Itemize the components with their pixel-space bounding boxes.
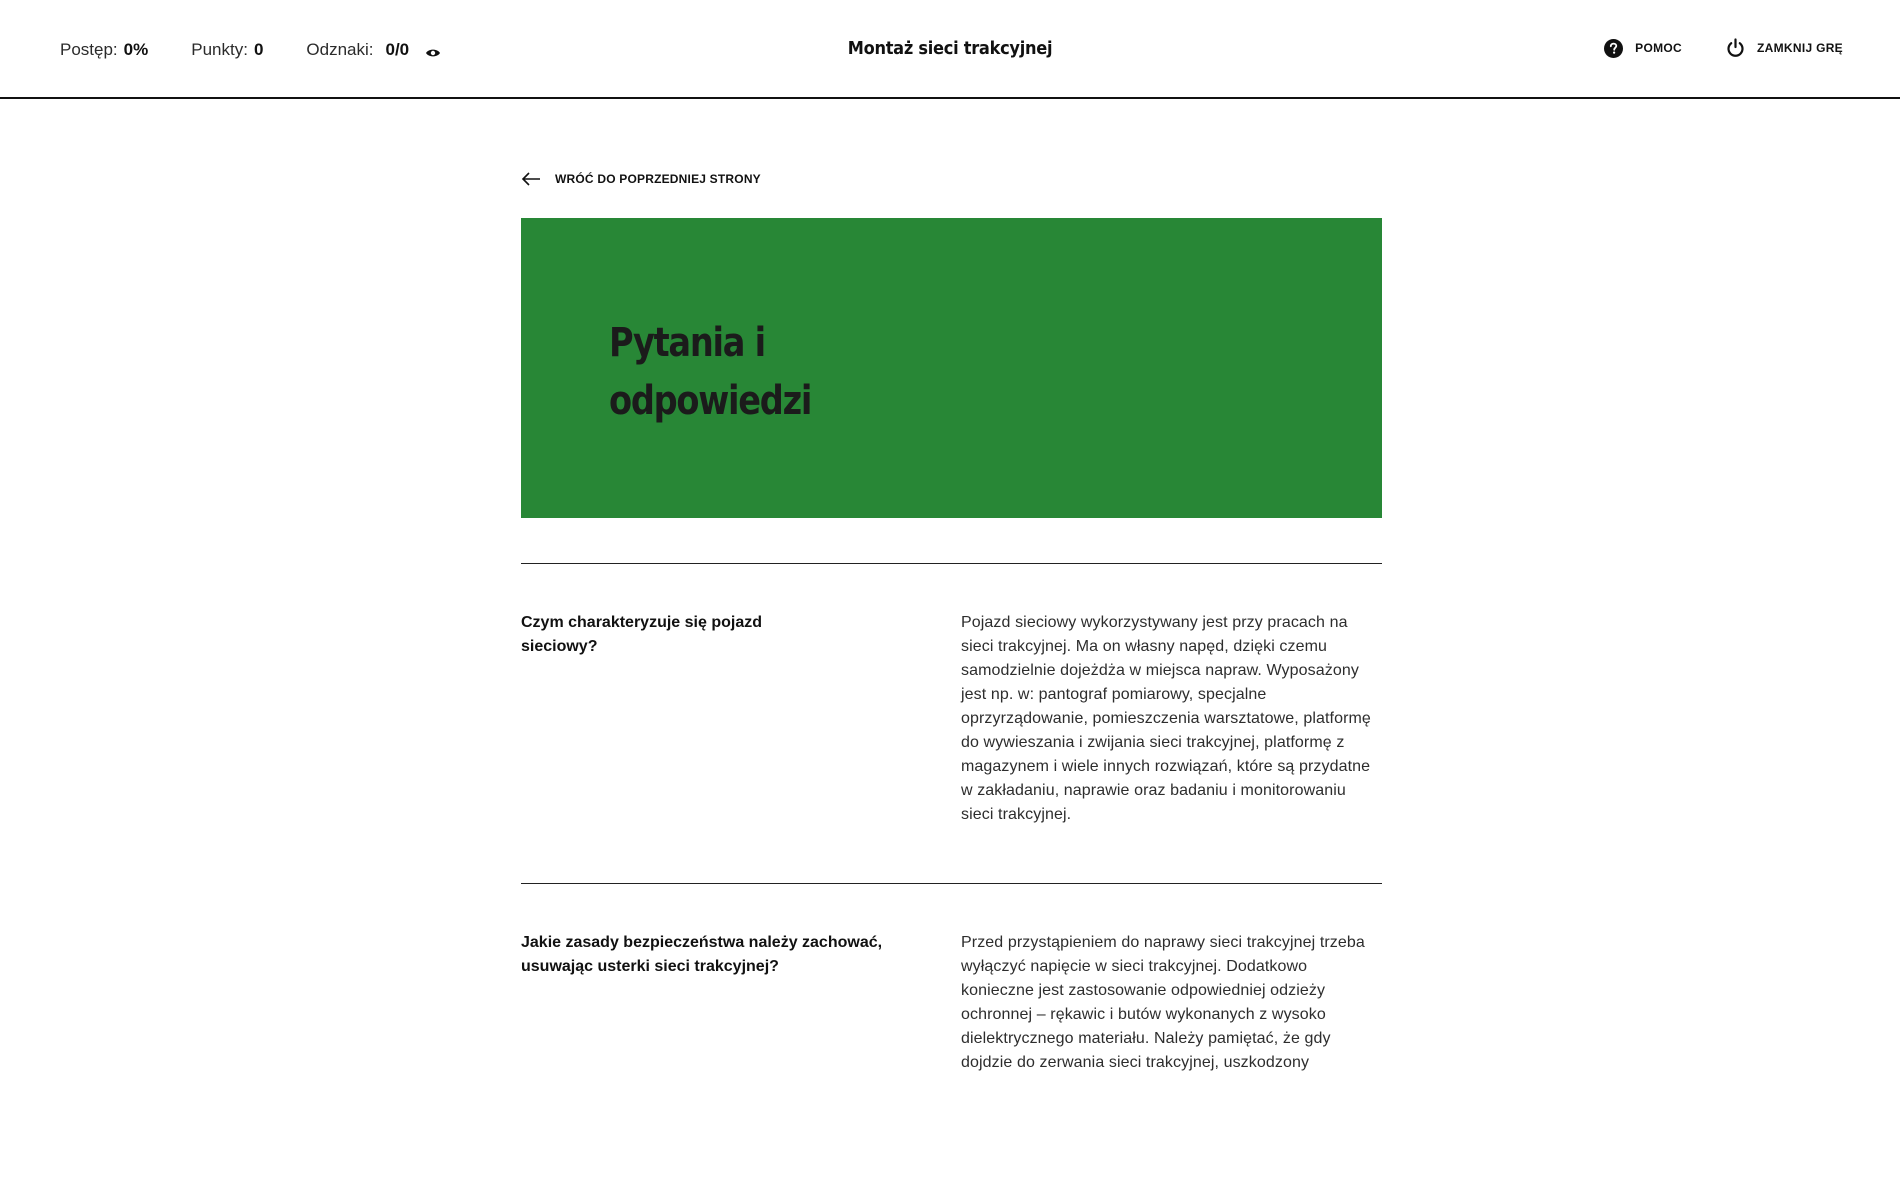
question-circle-icon [1604, 39, 1623, 58]
qa-answer: Pojazd sieciowy wykorzystywany jest przy pracach na sieci trakcyjnej. Ma on własny napęd, dzięki czemu samodzielnie dojeżdża w miejsca napraw. Wyposażony jest np. w: pantograf pomiarowy, specjalne oprzyrządowanie, pomieszczenia warsztatowe, platformę do wywieszania i zwijania sieci trakcyjnej, platformę z magazynem i wiele innych rozwiązań, które są przydatne w zakładaniu, naprawie oraz badaniu i monitorowaniu sieci trakcyjnej. [961, 614, 1371, 823]
badges-value: 0/0 [385, 40, 410, 59]
page-title-line-1: Pytania i [609, 320, 765, 366]
back-link[interactable] [521, 172, 761, 186]
points-value: 0 [253, 40, 264, 59]
qa-list [521, 563, 1382, 1203]
points-label: Punkty: [191, 40, 248, 59]
progress-label: Postęp: [60, 40, 118, 59]
main-content [521, 99, 1382, 1203]
help-button[interactable] [1604, 39, 1682, 58]
close-game-button[interactable] [1726, 38, 1843, 58]
qa-answer: Przed przystąpieniem do naprawy sieci trakcyjnej trzeba wyłączyć napięcie w sieci trakcyjnej. Dodatkowo konieczne jest zastosowanie odpowiedniej odzieży ochronnej – rękawic i butów wykonanych z wysoko dielektrycznego materiału. Należy pamiętać, że gdy dojdzie do zerwania sieci trakcyjnej, uszkodzony [961, 934, 1365, 1071]
top-bar [0, 0, 1900, 99]
qa-question: Czym charakteryzuje się pojazd sieciowy? [521, 614, 762, 655]
game-title: Montaż sieci trakcyjnej [847, 38, 1053, 59]
page-title-line-2: odpowiedzi [609, 378, 812, 424]
page-title [609, 314, 827, 430]
badges-label: Odznaki: [306, 40, 374, 59]
qa-item [521, 883, 1382, 1203]
qa-question: Jakie zasady bezpieczeństwa należy zachować, usuwając usterki sieci trakcyjnej? [521, 934, 883, 975]
progress-value: 0% [123, 40, 149, 59]
help-label: POMOC [1635, 41, 1683, 55]
arrow-left-icon [521, 172, 541, 186]
close-game-label: ZAMKNIJ GRĘ [1757, 41, 1843, 55]
hero-banner [521, 218, 1382, 518]
power-icon [1726, 38, 1745, 58]
back-link-label: WRÓĆ DO POPRZEDNIEJ STRONY [555, 172, 761, 186]
qa-item [521, 563, 1382, 883]
top-actions [1560, 38, 1843, 58]
